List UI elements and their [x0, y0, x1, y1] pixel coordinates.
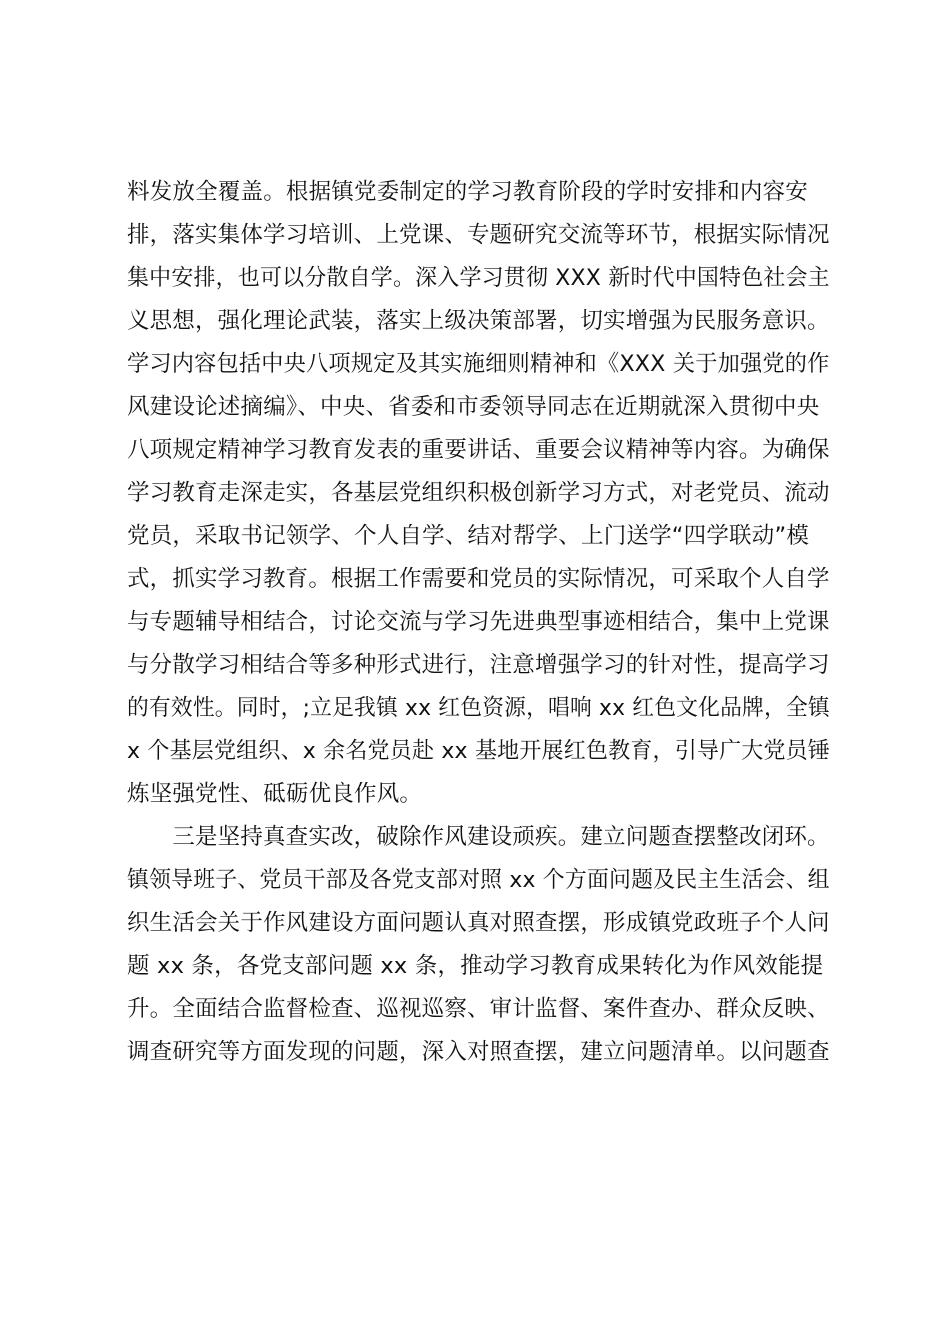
paragraph-line: 的有效性。同时，;立足我镇 xx 红色资源，唱响 xx 红色文化品牌，全镇 [127, 695, 830, 721]
paragraph-line: 学习教育走深走实，各基层党组织积极创新学习方式，对老党员、流动 [127, 480, 830, 506]
paragraph-line: 集中安排，也可以分散自学。深入学习贯彻 XXX 新时代中国特色社会主 [127, 265, 830, 291]
paragraph-line: x 个基层党组织、x 余名党员赴 xx 基地开展红色教育，引导广大党员锤 [127, 738, 831, 764]
paragraph-line: 调查研究等方面发现的问题，深入对照查摆，建立问题清单。以问题查 [127, 1039, 830, 1065]
paragraph-line: 与专题辅导相结合，讨论交流与学习先进典型事迹相结合，集中上党课 [127, 609, 830, 635]
paragraph-line: 学习内容包括中央八项规定及其实施细则精神和《XXX 关于加强党的作 [127, 351, 830, 377]
paragraph-line: 三是坚持真查实改，破除作风建设顽疾。建立问题查摆整改闭环。 [127, 824, 830, 850]
paragraph-line: 织生活会关于作风建设方面问题认真对照查摆，形成镇党政班子个人问 [127, 910, 830, 936]
paragraph-line: 升。全面结合监督检查、巡视巡察、审计监督、案件查办、群众反映、 [127, 996, 830, 1022]
paragraph-line: 风建设论述摘编》、中央、省委和市委领导同志在近期就深入贯彻中央 [127, 394, 820, 420]
paragraph-line: 排，落实集体学习培训、上党课、专题研究交流等环节，根据实际情况 [127, 222, 830, 248]
paragraph-line: 八项规定精神学习教育发表的重要讲话、重要会议精神等内容。为确保 [127, 437, 830, 463]
paragraph-line: 炼坚强党性、砥砺优良作风。 [127, 781, 423, 807]
paragraph-line: 义思想，强化理论武装，落实上级决策部署，切实增强为民服务意识。 [127, 308, 830, 334]
paragraph-line: 题 xx 条，各党支部问题 xx 条，推动学习教育成果转化为作风效能提 [127, 953, 824, 979]
paragraph-line: 料发放全覆盖。根据镇党委制定的学习教育阶段的学时安排和内容安 [127, 179, 809, 205]
paragraph-line: 式，抓实学习教育。根据工作需要和党员的实际情况，可采取个人自学 [127, 566, 830, 592]
paragraph-line: 镇领导班子、党员干部及各党支部对照 xx 个方面问题及民主生活会、组 [127, 867, 830, 893]
paragraph-line: 党员，采取书记领学、个人自学、结对帮学、上门送学“四学联动”模 [127, 523, 810, 549]
paragraph-line: 与分散学习相结合等多种形式进行，注意增强学习的针对性，提高学习 [127, 652, 830, 678]
